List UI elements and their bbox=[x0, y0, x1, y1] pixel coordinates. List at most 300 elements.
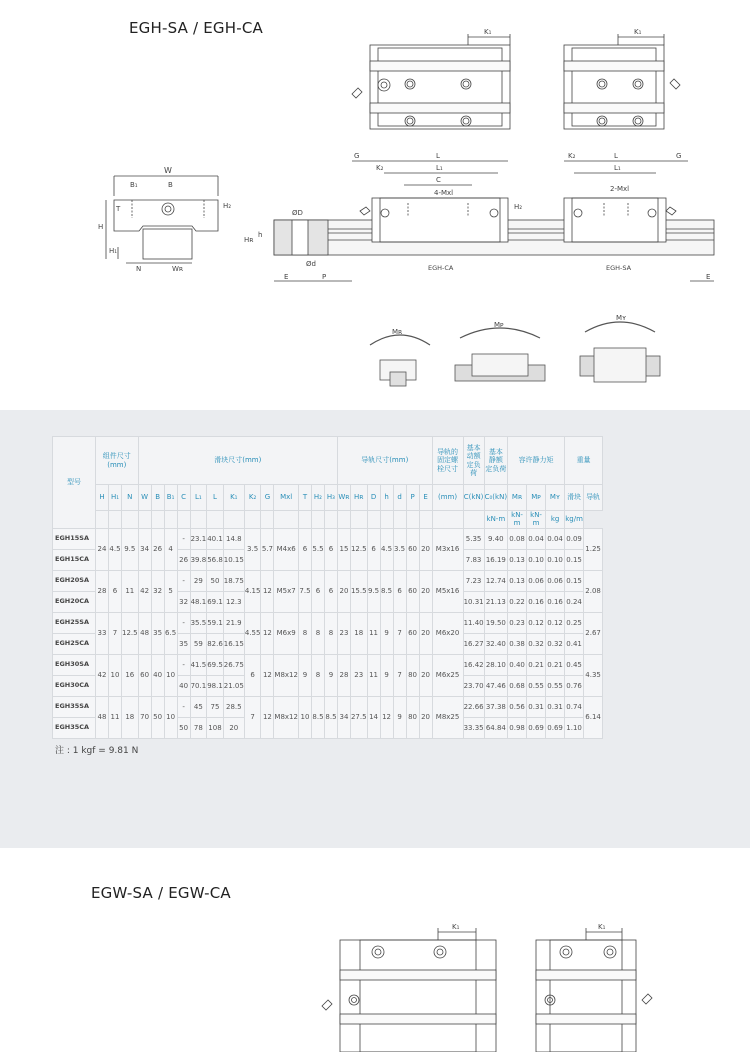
table-cell: 18.75 bbox=[223, 570, 244, 591]
table-cell: 12 bbox=[261, 570, 274, 612]
table-cell: 0.98 bbox=[508, 717, 527, 738]
table-cell: EGH20CA bbox=[53, 591, 96, 612]
table-cell: 16 bbox=[122, 654, 139, 696]
table-cell: 26.75 bbox=[223, 654, 244, 675]
table-cell: EGH35SA bbox=[53, 696, 96, 717]
table-cell: 0.25 bbox=[565, 612, 584, 633]
spec-table bbox=[52, 436, 603, 739]
table-cell: 80 bbox=[406, 654, 419, 696]
table-cell: EGH15SA bbox=[53, 528, 96, 549]
table-cell: 28 bbox=[337, 654, 350, 696]
table-cell: 9.5 bbox=[367, 570, 380, 612]
table-cell: 35 bbox=[177, 633, 190, 654]
od-small-label: Ød bbox=[306, 260, 316, 268]
table-cell: 7 bbox=[109, 612, 122, 654]
h2-label: H₂ bbox=[223, 202, 232, 210]
table-cell: 48 bbox=[96, 696, 109, 738]
table-cell: 32.40 bbox=[484, 633, 507, 654]
table-cell: 28.5 bbox=[223, 696, 244, 717]
unit-spacer-cell bbox=[393, 511, 406, 529]
table-row bbox=[53, 612, 603, 633]
unit-cell: kg/m bbox=[565, 511, 584, 529]
subheader-cell: H₁ bbox=[109, 485, 122, 511]
unit-spacer-cell bbox=[419, 511, 432, 529]
table-cell: 11 bbox=[367, 654, 380, 696]
table-cell: 70 bbox=[138, 696, 151, 738]
table-cell: 35.5 bbox=[190, 612, 207, 633]
subheader-cell: Mʀ bbox=[508, 485, 527, 511]
table-cell: 11.40 bbox=[463, 612, 484, 633]
table-cell: 9 bbox=[324, 654, 337, 696]
unit-cell: kg bbox=[546, 511, 565, 529]
table-cell: 9 bbox=[393, 696, 406, 738]
table-cell: M3x16 bbox=[432, 528, 463, 570]
table-cell: 0.13 bbox=[508, 549, 527, 570]
table-cell: 18 bbox=[122, 696, 139, 738]
table-cell: 50 bbox=[151, 696, 164, 738]
table-cell: 14.8 bbox=[223, 528, 244, 549]
subheader-cell: T bbox=[298, 485, 311, 511]
table-row bbox=[53, 570, 603, 591]
table-cell: 9 bbox=[380, 654, 393, 696]
table-cell: 6 bbox=[367, 528, 380, 570]
unit-spacer-cell bbox=[244, 511, 261, 529]
table-cell: 8 bbox=[311, 654, 324, 696]
subheader-cell: K₂ bbox=[244, 485, 261, 511]
header-assembly: 组件尺寸 (mm) bbox=[96, 437, 139, 485]
header-model: 型号 bbox=[53, 437, 96, 529]
table-cell: 0.69 bbox=[546, 717, 565, 738]
table-cell: 23.1 bbox=[190, 528, 207, 549]
mxl4-label: 4-Mxl bbox=[434, 189, 454, 197]
table-cell: 0.15 bbox=[565, 549, 584, 570]
unit-spacer-cell bbox=[96, 511, 109, 529]
table-cell: 10.31 bbox=[463, 591, 484, 612]
table-cell: 56.8 bbox=[207, 549, 224, 570]
table-cell: 11 bbox=[122, 570, 139, 612]
table-cell: 0.10 bbox=[527, 549, 546, 570]
table-cell: 9.5 bbox=[122, 528, 139, 570]
table-cell: EGH30CA bbox=[53, 675, 96, 696]
header-dynamic: 基本 动额 定负荷 bbox=[463, 437, 484, 485]
table-cell: 0.22 bbox=[508, 591, 527, 612]
table-cell: 40 bbox=[151, 654, 164, 696]
k1-label-ca: K₁ bbox=[484, 28, 492, 36]
subheader-cell: P bbox=[406, 485, 419, 511]
h2-label-side: H₂ bbox=[514, 203, 523, 211]
table-cell: 50 bbox=[207, 570, 224, 591]
cross-section-drawing bbox=[96, 163, 246, 278]
unit-spacer-cell bbox=[337, 511, 350, 529]
table-cell: 0.12 bbox=[527, 612, 546, 633]
unit-spacer-cell bbox=[350, 511, 367, 529]
wr-label: Wʀ bbox=[172, 265, 184, 273]
table-cell: 59 bbox=[190, 633, 207, 654]
subheader-cell: C₀(kN) bbox=[484, 485, 507, 511]
table-cell: 41.5 bbox=[190, 654, 207, 675]
table-cell: 9 bbox=[380, 612, 393, 654]
table-cell: 60 bbox=[406, 528, 419, 570]
table-cell: 0.23 bbox=[508, 612, 527, 633]
unit-spacer-cell bbox=[432, 511, 463, 529]
table-cell: 7 bbox=[244, 696, 261, 738]
table-cell: 0.04 bbox=[546, 528, 565, 549]
table-cell: EGH35CA bbox=[53, 717, 96, 738]
subheader-cell: 滑块 bbox=[565, 485, 584, 511]
egw-k1-label-ca: K₁ bbox=[452, 923, 460, 931]
table-cell: 34 bbox=[138, 528, 151, 570]
table-cell: 0.21 bbox=[527, 654, 546, 675]
subheader-cell: H bbox=[96, 485, 109, 511]
table-cell: EGH30SA bbox=[53, 654, 96, 675]
ca-side-label: EGH-CA bbox=[428, 264, 454, 272]
unit-cell: kN-m bbox=[508, 511, 527, 529]
hr-label: Hʀ bbox=[244, 236, 254, 244]
subheader-cell: L₁ bbox=[190, 485, 207, 511]
table-cell: 39.8 bbox=[190, 549, 207, 570]
subheader-cell: Mʏ bbox=[546, 485, 565, 511]
h1-label: H₁ bbox=[109, 247, 118, 255]
table-cell: 5.5 bbox=[311, 528, 324, 570]
table-cell: 16.42 bbox=[463, 654, 484, 675]
table-cell: 20 bbox=[337, 570, 350, 612]
table-cell: 4.5 bbox=[380, 528, 393, 570]
unit-spacer-cell bbox=[406, 511, 419, 529]
table-cell: 32 bbox=[151, 570, 164, 612]
unit-spacer-cell bbox=[177, 511, 190, 529]
table-cell: 20 bbox=[419, 612, 432, 654]
b1-label: B₁ bbox=[130, 181, 138, 189]
table-cell: 9.40 bbox=[484, 528, 507, 549]
table-cell: 20 bbox=[419, 570, 432, 612]
table-cell: M5x7 bbox=[274, 570, 299, 612]
table-cell: 4.15 bbox=[244, 570, 261, 612]
table-cell: 0.12 bbox=[546, 612, 565, 633]
table-cell: 12 bbox=[261, 654, 274, 696]
subheader-cell: 导轨 bbox=[584, 485, 603, 511]
table-cell: 0.45 bbox=[565, 654, 584, 675]
subheader-cell: E bbox=[419, 485, 432, 511]
e-label-left: E bbox=[284, 273, 289, 281]
unit-spacer-cell bbox=[223, 511, 244, 529]
table-cell: - bbox=[177, 654, 190, 675]
table-cell: 70.1 bbox=[190, 675, 207, 696]
table-cell: 59.1 bbox=[207, 612, 224, 633]
subheader-cell: H₂ bbox=[311, 485, 324, 511]
unit-spacer-cell bbox=[367, 511, 380, 529]
unit-cell: kN-m bbox=[527, 511, 546, 529]
section-title-egh: EGH-SA / EGH-CA bbox=[129, 19, 263, 37]
table-cell: 2.67 bbox=[584, 612, 603, 654]
table-cell: EGH15CA bbox=[53, 549, 96, 570]
table-cell: M8x12 bbox=[274, 654, 299, 696]
subheader-cell: N bbox=[122, 485, 139, 511]
table-cell: M5x16 bbox=[432, 570, 463, 612]
table-cell: 23 bbox=[337, 612, 350, 654]
top-view-drawings bbox=[340, 26, 730, 136]
table-cell: 8.5 bbox=[311, 696, 324, 738]
table-cell: 8 bbox=[298, 612, 311, 654]
table-cell: 33 bbox=[96, 612, 109, 654]
sa-side-label: EGH-SA bbox=[606, 264, 632, 272]
l1-label-sa: L₁ bbox=[614, 164, 621, 172]
subheader-cell: d bbox=[393, 485, 406, 511]
table-cell: 3.5 bbox=[393, 528, 406, 570]
table-cell: 19.50 bbox=[484, 612, 507, 633]
table-cell: 78 bbox=[190, 717, 207, 738]
table-cell: 20 bbox=[419, 654, 432, 696]
table-cell: 15.5 bbox=[350, 570, 367, 612]
table-cell: 10 bbox=[109, 654, 122, 696]
table-cell: 82.6 bbox=[207, 633, 224, 654]
table-cell: 35 bbox=[151, 612, 164, 654]
table-cell: 12.3 bbox=[223, 591, 244, 612]
table-cell: 42 bbox=[96, 654, 109, 696]
od-big-label: ØD bbox=[292, 209, 303, 217]
table-cell: - bbox=[177, 612, 190, 633]
table-cell: 15 bbox=[337, 528, 350, 570]
table-cell: 80 bbox=[406, 696, 419, 738]
subheader-cell: H₃ bbox=[324, 485, 337, 511]
t-label: T bbox=[116, 205, 121, 213]
table-cell: 0.40 bbox=[508, 654, 527, 675]
table-cell: 69.5 bbox=[207, 654, 224, 675]
header-weight: 重量 bbox=[565, 437, 603, 485]
table-cell: 14 bbox=[367, 696, 380, 738]
table-cell: 0.06 bbox=[546, 570, 565, 591]
subheader-cell: Wʀ bbox=[337, 485, 350, 511]
table-row bbox=[53, 696, 603, 717]
table-cell: 0.68 bbox=[508, 675, 527, 696]
table-cell: 10 bbox=[298, 696, 311, 738]
table-cell: 0.13 bbox=[508, 570, 527, 591]
table-cell: 6 bbox=[393, 570, 406, 612]
table-cell: 34 bbox=[337, 696, 350, 738]
table-cell: 4.5 bbox=[109, 528, 122, 570]
table-cell: 2.08 bbox=[584, 570, 603, 612]
subheader-cell: h bbox=[380, 485, 393, 511]
l1-label-ca: L₁ bbox=[436, 164, 443, 172]
unit-spacer-cell bbox=[274, 511, 299, 529]
table-cell: 6 bbox=[324, 570, 337, 612]
table-cell: 48 bbox=[138, 612, 151, 654]
unit-spacer-cell bbox=[207, 511, 224, 529]
table-cell: M8x25 bbox=[432, 696, 463, 738]
header-moment: 容许静力矩 bbox=[508, 437, 565, 485]
table-cell: 12.74 bbox=[484, 570, 507, 591]
table-cell: 8 bbox=[324, 612, 337, 654]
table-cell: 32 bbox=[177, 591, 190, 612]
table-cell: 50 bbox=[177, 717, 190, 738]
table-cell: 21.9 bbox=[223, 612, 244, 633]
subheader-cell: Mᴘ bbox=[527, 485, 546, 511]
table-cell: 28.10 bbox=[484, 654, 507, 675]
mp-label: Mᴘ bbox=[494, 321, 504, 329]
table-cell: 64.84 bbox=[484, 717, 507, 738]
k1-label-sa: K₁ bbox=[634, 28, 642, 36]
table-row bbox=[53, 528, 603, 549]
unit-spacer-cell bbox=[109, 511, 122, 529]
p-label: P bbox=[322, 273, 327, 281]
table-cell: 18 bbox=[350, 612, 367, 654]
table-cell: 40.1 bbox=[207, 528, 224, 549]
table-cell: 69.1 bbox=[207, 591, 224, 612]
table-cell: 6 bbox=[311, 570, 324, 612]
c-label: C bbox=[436, 176, 441, 184]
table-cell: 21.13 bbox=[484, 591, 507, 612]
table-cell: 0.24 bbox=[565, 591, 584, 612]
table-cell: - bbox=[177, 696, 190, 717]
subheader-cell: D bbox=[367, 485, 380, 511]
subheader-cell: C bbox=[177, 485, 190, 511]
table-cell: 27.5 bbox=[350, 696, 367, 738]
table-cell: 11 bbox=[109, 696, 122, 738]
header-static: 基本 静额 定负荷 bbox=[484, 437, 507, 485]
header-bolt: 导轨的 固定螺 栓尺寸 bbox=[432, 437, 463, 485]
table-cell: 8.5 bbox=[380, 570, 393, 612]
k2-label-ca: K₂ bbox=[376, 164, 384, 172]
table-cell: 12 bbox=[261, 612, 274, 654]
header-rail: 导轨尺寸(mm) bbox=[337, 437, 432, 485]
table-cell: EGH25SA bbox=[53, 612, 96, 633]
table-cell: 0.32 bbox=[527, 633, 546, 654]
table-cell: M8x12 bbox=[274, 696, 299, 738]
unit-spacer-cell bbox=[380, 511, 393, 529]
moment-illustrations bbox=[360, 310, 680, 400]
table-cell: 5.35 bbox=[463, 528, 484, 549]
table-cell: 12.5 bbox=[350, 528, 367, 570]
h-small-label: h bbox=[258, 231, 263, 239]
mr-label: Mʀ bbox=[392, 328, 403, 336]
subheader-cell: Hʀ bbox=[350, 485, 367, 511]
table-cell: 10.15 bbox=[223, 549, 244, 570]
unit-spacer-cell bbox=[151, 511, 164, 529]
my-label: Mʏ bbox=[616, 314, 627, 322]
table-cell: 0.74 bbox=[565, 696, 584, 717]
w-label: W bbox=[164, 166, 172, 175]
unit-spacer-cell bbox=[190, 511, 207, 529]
table-cell: 16.27 bbox=[463, 633, 484, 654]
table-cell: 0.21 bbox=[546, 654, 565, 675]
k2-label-sa: K₂ bbox=[568, 152, 576, 160]
table-cell: 6 bbox=[109, 570, 122, 612]
table-cell: 20 bbox=[419, 696, 432, 738]
table-cell: 60 bbox=[406, 570, 419, 612]
table-cell: 29 bbox=[190, 570, 207, 591]
table-cell: EGH20SA bbox=[53, 570, 96, 591]
table-cell: 0.56 bbox=[508, 696, 527, 717]
unit-spacer-cell bbox=[138, 511, 151, 529]
table-cell: 6.5 bbox=[164, 612, 177, 654]
table-cell: - bbox=[177, 528, 190, 549]
table-cell: 21.05 bbox=[223, 675, 244, 696]
n-label: N bbox=[136, 265, 142, 273]
subheader-cell: K₁ bbox=[223, 485, 244, 511]
table-cell: 0.04 bbox=[527, 528, 546, 549]
unit-spacer-cell bbox=[324, 511, 337, 529]
table-cell: 108 bbox=[207, 717, 224, 738]
unit-spacer-cell bbox=[261, 511, 274, 529]
unit-spacer-cell bbox=[311, 511, 324, 529]
table-cell: 8.5 bbox=[324, 696, 337, 738]
table-cell: 0.41 bbox=[565, 633, 584, 654]
table-cell: 5 bbox=[164, 570, 177, 612]
table-cell: 0.06 bbox=[527, 570, 546, 591]
e-label-right: E bbox=[706, 273, 711, 281]
unit-spacer-cell bbox=[463, 511, 484, 529]
unit-cell: kN-m bbox=[484, 511, 507, 529]
subheader-cell: L bbox=[207, 485, 224, 511]
header-block: 滑块尺寸(mm) bbox=[138, 437, 337, 485]
table-cell: 42 bbox=[138, 570, 151, 612]
table-cell: 8 bbox=[311, 612, 324, 654]
g-label-sa: G bbox=[676, 152, 682, 160]
table-row bbox=[53, 654, 603, 675]
table-cell: 0.08 bbox=[508, 528, 527, 549]
table-cell: 0.31 bbox=[527, 696, 546, 717]
table-cell: 23.70 bbox=[463, 675, 484, 696]
table-cell: 3.5 bbox=[244, 528, 261, 570]
table-cell: 7 bbox=[393, 612, 406, 654]
unit-spacer-cell bbox=[122, 511, 139, 529]
side-view-drawing bbox=[244, 145, 724, 290]
unit-spacer-cell bbox=[298, 511, 311, 529]
subheader-cell: G bbox=[261, 485, 274, 511]
table-cell: 0.55 bbox=[546, 675, 565, 696]
table-cell: 11 bbox=[367, 612, 380, 654]
section-title-egw: EGW-SA / EGW-CA bbox=[91, 884, 231, 902]
table-cell: 0.15 bbox=[565, 570, 584, 591]
table-cell: 7.5 bbox=[298, 570, 311, 612]
l-label-ca: L bbox=[436, 152, 440, 160]
table-cell: 7.83 bbox=[463, 549, 484, 570]
table-cell: M4x6 bbox=[274, 528, 299, 570]
egw-top-view-drawings bbox=[318, 920, 658, 1052]
table-cell: M6x20 bbox=[432, 612, 463, 654]
table-cell: M6x25 bbox=[432, 654, 463, 696]
subheader-cell: C(kN) bbox=[463, 485, 484, 511]
table-cell: 28 bbox=[96, 570, 109, 612]
table-cell: 75 bbox=[207, 696, 224, 717]
table-cell: 23 bbox=[350, 654, 367, 696]
table-cell: 26 bbox=[177, 549, 190, 570]
subheader-cell: B bbox=[151, 485, 164, 511]
table-cell: 4.55 bbox=[244, 612, 261, 654]
table-cell: 0.55 bbox=[527, 675, 546, 696]
table-cell: 26 bbox=[151, 528, 164, 570]
table-cell: 0.76 bbox=[565, 675, 584, 696]
table-cell: 4 bbox=[164, 528, 177, 570]
b-label: B bbox=[168, 181, 173, 189]
table-cell: 12.5 bbox=[122, 612, 139, 654]
unit-spacer-cell bbox=[164, 511, 177, 529]
table-cell: 0.09 bbox=[565, 528, 584, 549]
table-cell: 6.14 bbox=[584, 696, 603, 738]
subheader-cell: B₁ bbox=[164, 485, 177, 511]
subheader-cell: Mxl bbox=[274, 485, 299, 511]
table-cell: 1.25 bbox=[584, 528, 603, 570]
table-cell: 10 bbox=[164, 654, 177, 696]
table-cell: 48.1 bbox=[190, 591, 207, 612]
l-label-sa: L bbox=[614, 152, 618, 160]
table-cell: 6 bbox=[324, 528, 337, 570]
table-cell: 22.66 bbox=[463, 696, 484, 717]
table-cell: 16.19 bbox=[484, 549, 507, 570]
table-cell: EGH25CA bbox=[53, 633, 96, 654]
table-cell: 4.35 bbox=[584, 654, 603, 696]
table-cell: 20 bbox=[419, 528, 432, 570]
table-cell: 12 bbox=[380, 696, 393, 738]
